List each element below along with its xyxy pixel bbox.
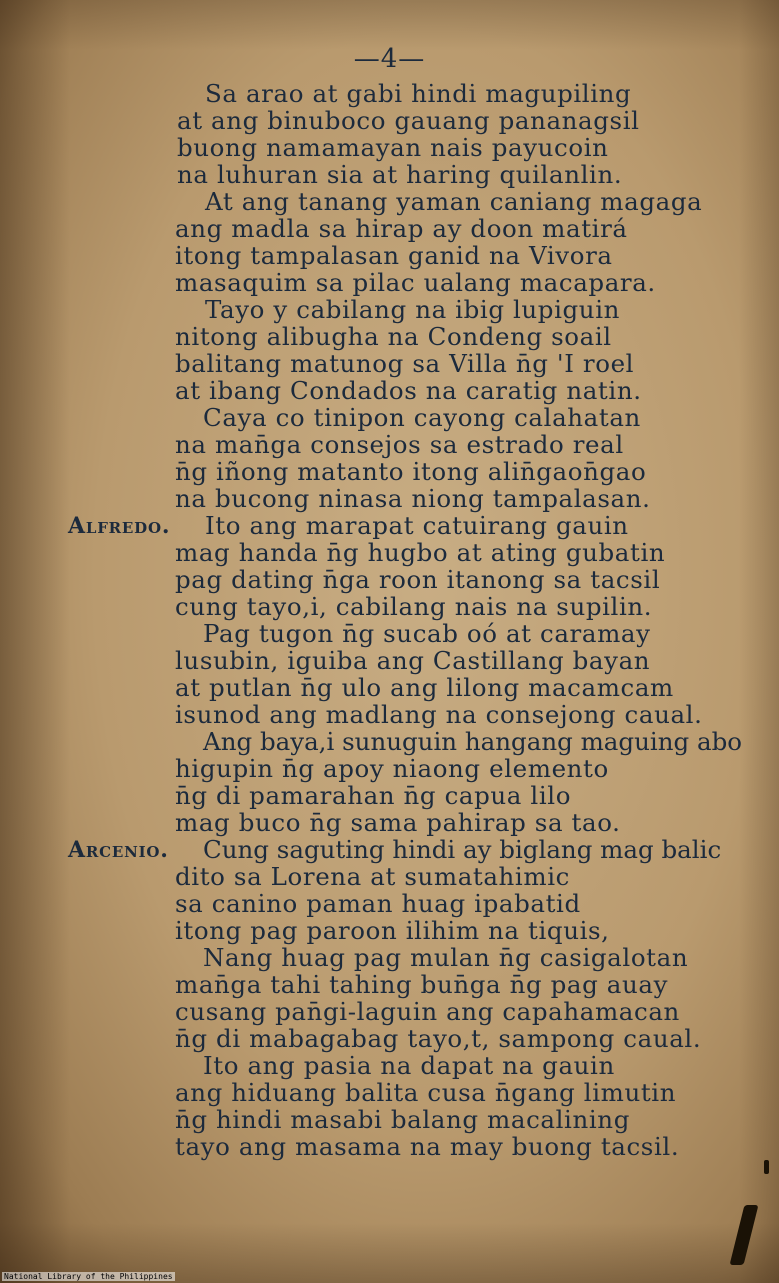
verse-line: Ito ang marapat catuirang gauin [205, 511, 629, 540]
verse-line: Sa arao at gabi hindi magupiling [205, 79, 632, 108]
verse-line: masaquim sa pilac ualang macapara. [175, 268, 656, 297]
verse-line: Ito ang pasia na dapat na gauin [203, 1051, 615, 1080]
verse-line: at ibang Condados na caratig natin. [175, 376, 642, 405]
speaker-label-alfredo: Alfredo. [68, 513, 171, 539]
verse-line: buong namamayan nais payucoin [177, 133, 609, 162]
verse-line: at putlan n̄g ulo ang lilong macamcam [175, 673, 674, 702]
verse-line: mag handa n̄g hugbo at ating gubatin [175, 538, 666, 567]
verse-line: dito sa Lorena at sumatahimic [175, 862, 570, 891]
verse-line: ang hiduang balita cusa n̄gang limutin [175, 1078, 677, 1107]
verse-line: nitong alibugha na Condeng soail [175, 322, 612, 351]
verse-line: n̄g iñong matanto itong alin̄gaon̄gao [175, 457, 647, 486]
verse-line: isunod ang madlang na consejong caual. [175, 700, 703, 729]
speaker-label-arcenio: Arcenio. [68, 837, 169, 863]
verse-line: Tayo y cabilang na ibig lupiguin [205, 295, 621, 324]
verse-line: n̄g di pamarahan n̄g capua lilo [175, 781, 572, 810]
verse-line: balitang matunog sa Villa n̄g 'I roel [175, 349, 635, 378]
ink-mark [730, 1205, 759, 1265]
verse-line: mag buco n̄g sama pahirap sa tao. [175, 808, 621, 837]
verse-line: ang madla sa hirap ay doon matirá [175, 214, 628, 243]
verse-line: sa canino paman huag ipabatid [175, 889, 581, 918]
verse-line: lusubin, iguiba ang Castillang bayan [175, 646, 651, 675]
verse-line: higupin n̄g apoy niaong elemento [175, 754, 609, 783]
verse-line: tayo ang masama na may buong tacsil. [175, 1132, 680, 1161]
verse-line: n̄g di mabagabag tayo,t, sampong caual. [175, 1024, 702, 1053]
verse-line: itong pag paroon ilihim na tiquis, [175, 916, 610, 945]
verse-line: na luhuran sia at haring quilanlin. [177, 160, 623, 189]
verse-line: cung tayo,i, cabilang nais na supilin. [175, 592, 653, 621]
verse-line: Cung saguting hindi ay biglang mag balic [203, 835, 722, 864]
verse-line: n̄g hindi masabi balang macalining [175, 1105, 630, 1134]
verse-line: At ang tanang yaman caniang magaga [205, 187, 703, 216]
verse-line: Ang baya,i sunuguin hangang maguing abo [203, 727, 742, 756]
verse-line: na bucong ninasa niong tampalasan. [175, 484, 651, 513]
page-number: —4— [353, 44, 426, 74]
verse-line: Caya co tinipon cayong calahatan [203, 403, 641, 432]
verse-line: Nang huag pag mulan n̄g casigalotan [203, 943, 689, 972]
ink-smudge [764, 1160, 769, 1174]
verse-line: Pag tugon n̄g sucab oó at caramay [203, 619, 651, 648]
library-credit: National Library of the Philippines [4, 1272, 173, 1281]
verse-line: cusang pan̄gi-laguin ang capahamacan [175, 997, 680, 1026]
verse-line: itong tampalasan ganid na Vivora [175, 241, 613, 270]
verse-line: man̄ga tahi tahing bun̄ga n̄g pag auay [175, 970, 669, 999]
verse-line: at ang binuboco gauang pananagsil [177, 106, 640, 135]
verse-line: na man̄ga consejos sa estrado real [175, 430, 624, 459]
verse-line: pag dating n̄ga roon itanong sa tacsil [175, 565, 661, 594]
